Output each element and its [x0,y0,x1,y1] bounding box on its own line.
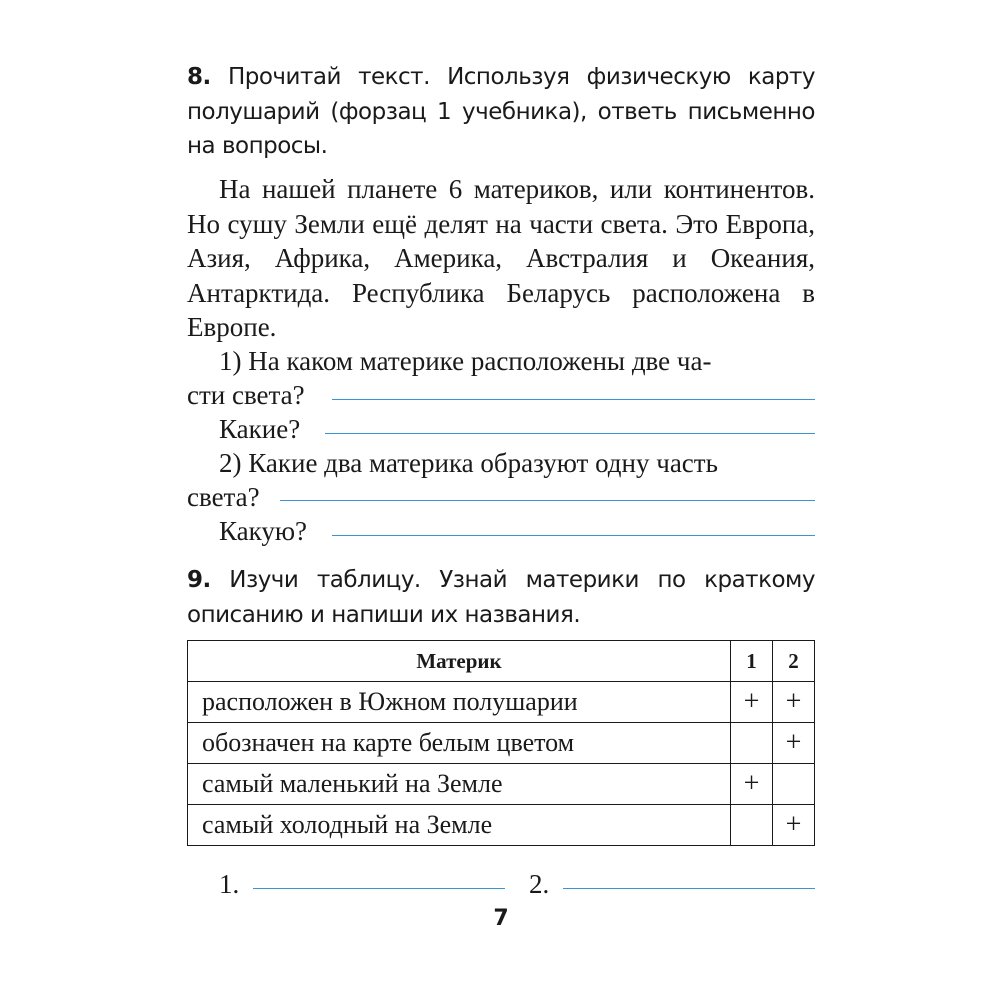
table-row [188,682,815,723]
task-9-instruction-text: Изучи таблицу. Узнай материки по краткому описанию и напиши их названия. [187,567,815,628]
question-2-followup: Какую? [219,516,308,546]
table-row [188,764,815,805]
table-row [188,805,815,846]
page-number: 7 [493,906,509,931]
answer-2-label: 2. [529,869,550,899]
answer-line-q1[interactable] [332,399,815,400]
answer-line-q2[interactable] [280,500,815,501]
table-cell-mark: + [773,682,815,723]
task-8-instruction [187,60,815,164]
table-cell-mark: + [731,682,773,723]
task-8-number: 8. [187,64,211,90]
answer-line-continent-2[interactable] [563,888,815,889]
task-9-instruction [187,563,815,632]
table-header-row [188,641,815,682]
question-1-line1: 1) На каком материке расположены две ча- [219,346,712,376]
table-cell-description: расположен в Южном полушарии [188,682,731,723]
table-cell-description: обозначен на карте белым цветом [188,723,731,764]
answer-line-q2-which[interactable] [332,535,815,536]
table-cell-mark: + [773,805,815,846]
question-1-followup: Какие? [219,414,301,444]
task-8-instruction-text: Прочитай текст. Используя физическую карту полушарий (форзац 1 учебника), ответь письменно на вопросы. [187,64,815,159]
table-header-continent: Материк [188,641,731,682]
table-cell-mark [773,764,815,805]
table-cell-description: самый холодный на Земле [188,805,731,846]
question-1-line2: сти света? [187,380,305,410]
table-cell-mark: + [731,764,773,805]
answer-line-continent-1[interactable] [253,888,505,889]
question-2-line2: света? [187,482,260,512]
table-row [188,723,815,764]
table-header-col2: 2 [773,641,815,682]
table-header-col1: 1 [731,641,773,682]
table-cell-mark [731,805,773,846]
task-8-passage: На нашей планете 6 материков, или континентов. Но сушу Земли ещё делят на части света. Это Европа, Азия, Африка, Америка, Австралия и Океания, Антарктида. Республика Беларусь расположена в Европе. [187,174,815,342]
table-cell-mark [731,723,773,764]
question-2-line1: 2) Какие два материка образуют одну часть [219,448,718,478]
answer-1-label: 1. [219,869,240,899]
answer-line-q1-which[interactable] [325,433,815,434]
task-9-number: 9. [187,567,211,593]
table-cell-description: самый маленький на Земле [188,764,731,805]
table-cell-mark: + [773,723,815,764]
continents-table [187,640,815,846]
